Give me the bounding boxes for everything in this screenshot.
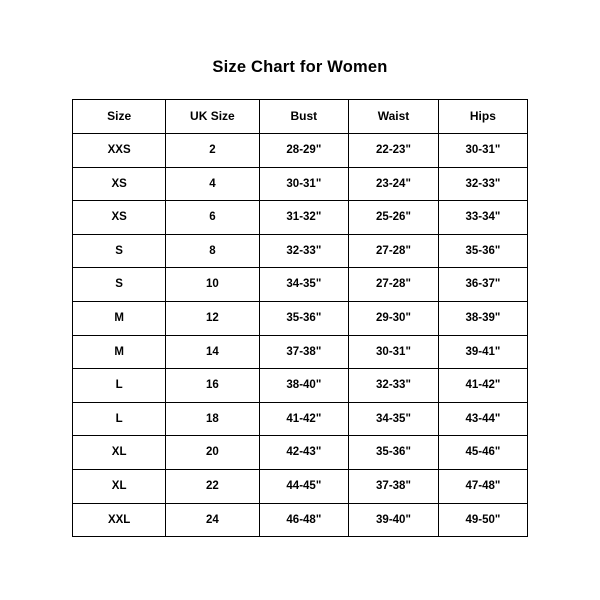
cell-bust: 34-35"	[259, 268, 349, 302]
cell-waist: 22-23"	[349, 134, 439, 168]
cell-uk-size: 14	[166, 335, 259, 369]
cell-size: XL	[73, 436, 166, 470]
table-row	[73, 167, 528, 201]
table-row	[73, 301, 528, 335]
table-header-row	[73, 100, 528, 134]
cell-bust: 42-43"	[259, 436, 349, 470]
table-row	[73, 402, 528, 436]
cell-size: M	[73, 301, 166, 335]
cell-bust: 30-31"	[259, 167, 349, 201]
cell-waist: 27-28"	[349, 234, 439, 268]
cell-uk-size: 12	[166, 301, 259, 335]
cell-hips: 38-39"	[438, 301, 527, 335]
cell-uk-size: 4	[166, 167, 259, 201]
cell-size: XS	[73, 201, 166, 235]
cell-uk-size: 24	[166, 503, 259, 537]
table-row	[73, 268, 528, 302]
cell-waist: 35-36"	[349, 436, 439, 470]
cell-uk-size: 20	[166, 436, 259, 470]
cell-bust: 28-29"	[259, 134, 349, 168]
cell-size: M	[73, 335, 166, 369]
cell-uk-size: 18	[166, 402, 259, 436]
cell-hips: 30-31"	[438, 134, 527, 168]
table-row	[73, 436, 528, 470]
cell-uk-size: 8	[166, 234, 259, 268]
cell-waist: 23-24"	[349, 167, 439, 201]
cell-size: XL	[73, 469, 166, 503]
column-header-hips: Hips	[438, 100, 527, 134]
cell-hips: 49-50"	[438, 503, 527, 537]
cell-bust: 32-33"	[259, 234, 349, 268]
cell-uk-size: 2	[166, 134, 259, 168]
cell-uk-size: 10	[166, 268, 259, 302]
cell-waist: 30-31"	[349, 335, 439, 369]
table-row	[73, 134, 528, 168]
cell-bust: 31-32"	[259, 201, 349, 235]
cell-size: L	[73, 402, 166, 436]
cell-waist: 32-33"	[349, 369, 439, 403]
table-row	[73, 469, 528, 503]
cell-uk-size: 6	[166, 201, 259, 235]
cell-waist: 25-26"	[349, 201, 439, 235]
cell-bust: 41-42"	[259, 402, 349, 436]
cell-size: S	[73, 234, 166, 268]
cell-waist: 29-30"	[349, 301, 439, 335]
column-header-size: Size	[73, 100, 166, 134]
cell-bust: 46-48"	[259, 503, 349, 537]
cell-hips: 41-42"	[438, 369, 527, 403]
table-row	[73, 201, 528, 235]
cell-waist: 27-28"	[349, 268, 439, 302]
column-header-bust: Bust	[259, 100, 349, 134]
cell-hips: 33-34"	[438, 201, 527, 235]
cell-hips: 32-33"	[438, 167, 527, 201]
column-header-waist: Waist	[349, 100, 439, 134]
cell-uk-size: 22	[166, 469, 259, 503]
table-header	[73, 100, 528, 134]
table-row	[73, 503, 528, 537]
cell-bust: 37-38"	[259, 335, 349, 369]
table-row	[73, 335, 528, 369]
cell-bust: 44-45"	[259, 469, 349, 503]
cell-bust: 38-40"	[259, 369, 349, 403]
size-chart-table-container	[72, 99, 528, 537]
cell-hips: 39-41"	[438, 335, 527, 369]
cell-hips: 35-36"	[438, 234, 527, 268]
cell-hips: 43-44"	[438, 402, 527, 436]
cell-waist: 37-38"	[349, 469, 439, 503]
table-row	[73, 369, 528, 403]
cell-uk-size: 16	[166, 369, 259, 403]
cell-bust: 35-36"	[259, 301, 349, 335]
page-title: Size Chart for Women	[212, 58, 388, 76]
cell-size: XS	[73, 167, 166, 201]
table-body	[73, 134, 528, 537]
cell-hips: 45-46"	[438, 436, 527, 470]
size-chart-table	[72, 99, 528, 537]
cell-size: L	[73, 369, 166, 403]
cell-hips: 36-37"	[438, 268, 527, 302]
cell-size: XXS	[73, 134, 166, 168]
cell-hips: 47-48"	[438, 469, 527, 503]
cell-waist: 39-40"	[349, 503, 439, 537]
cell-waist: 34-35"	[349, 402, 439, 436]
column-header-uk-size: UK Size	[166, 100, 259, 134]
table-row	[73, 234, 528, 268]
cell-size: S	[73, 268, 166, 302]
cell-size: XXL	[73, 503, 166, 537]
